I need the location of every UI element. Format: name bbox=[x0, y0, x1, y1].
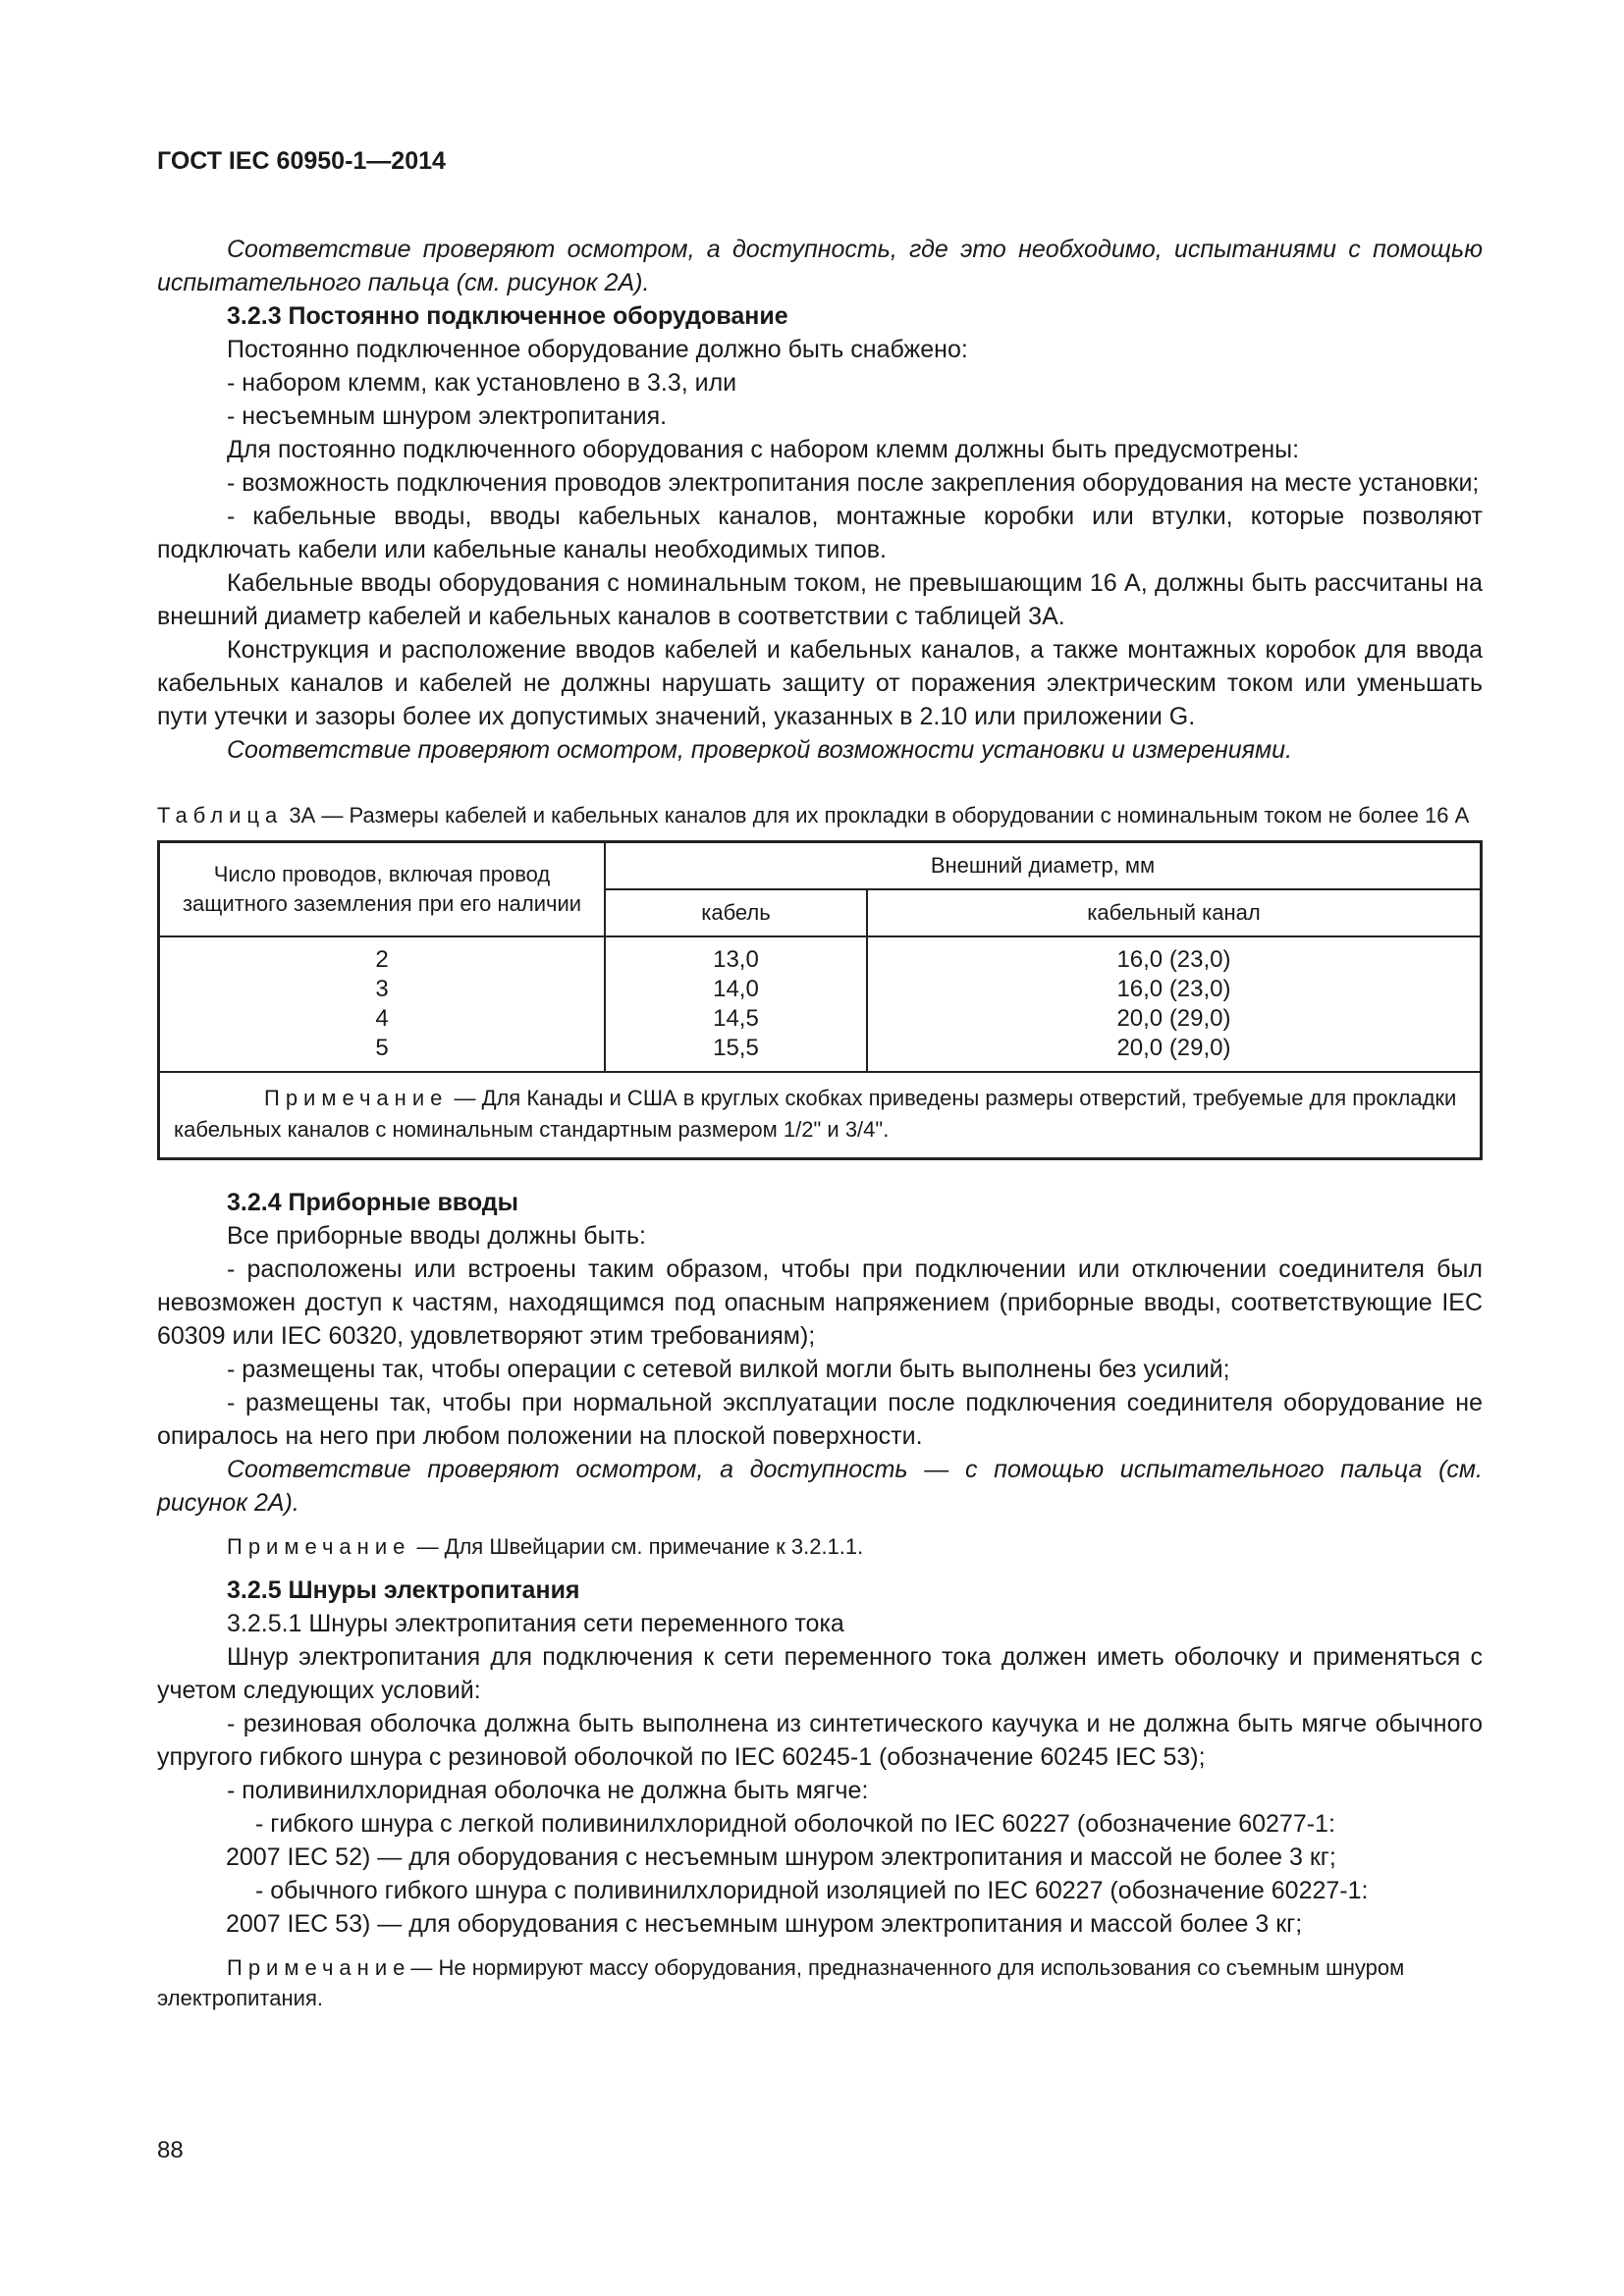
note-label: Примечание bbox=[227, 1955, 411, 1980]
table-header-cable: кабель bbox=[605, 889, 867, 936]
cell-value: 14,5 bbox=[713, 1005, 759, 1032]
cell-value: 20,0 (29,0) bbox=[1116, 1035, 1231, 1061]
compliance-paragraph: Соответствие проверяют осмотром, а доступность, где это необходимо, испытаниями с помощью испытательного пальца (см. рисунок 2А). bbox=[157, 236, 1483, 296]
list-item: - несъемным шнуром электропитания. bbox=[227, 402, 668, 430]
list-item: - расположены или встроены таким образом, чтобы при подключении или отключении соединителя был невозможен доступ к частям, находящимся под опасным напряжением (приборные вводы, соответствующие IEC 60309 или IEC 60320, удовлетворяют этим требованиям); bbox=[157, 1255, 1483, 1350]
paragraph: Шнур электропитания для подключения к сети переменного тока должен иметь оболочку и применяться с учетом следующих условий: bbox=[157, 1643, 1483, 1704]
table-cell-wires bbox=[159, 936, 606, 1072]
compliance-paragraph: Соответствие проверяют осмотром, а доступность — с помощью испытательного пальца (см. рисунок 2А). bbox=[157, 1456, 1483, 1517]
sub-list-item-cont: 2007 IEC 52) — для оборудования с несъемным шнуром электропитания и массой не более 3 кг; bbox=[226, 1843, 1336, 1871]
table-3a bbox=[157, 840, 1483, 1160]
paragraph: Постоянно подключенное оборудование должно быть снабжено: bbox=[227, 336, 968, 363]
document-header: ГОСТ IEC 60950-1—2014 bbox=[157, 147, 446, 175]
table-cell-conduit bbox=[867, 936, 1482, 1072]
paragraph: Конструкция и расположение вводов кабелей и кабельных каналов, а также монтажных коробок для ввода кабельных каналов и кабелей не должны нарушать защиту от поражения электрическим током или уменьшать пути утечки и зазоры более их допустимых значений, указанных в 2.10 или приложении G. bbox=[157, 636, 1483, 730]
list-item: - размещены так, чтобы операции с сетевой вилкой могли быть выполнены без усилий; bbox=[227, 1356, 1230, 1383]
table-row bbox=[159, 936, 1482, 1072]
table-cell-cable bbox=[605, 936, 867, 1072]
paragraph: Для постоянно подключенного оборудования с набором клемм должны быть предусмотрены: bbox=[227, 436, 1300, 463]
list-item: - размещены так, чтобы при нормальной эксплуатации после подключения соединителя оборудование не опиралось на него при любом положении на плоской поверхности. bbox=[157, 1389, 1483, 1450]
cell-value: 15,5 bbox=[713, 1035, 759, 1061]
table-header-conduit: кабельный канал bbox=[867, 889, 1482, 936]
paragraph: Кабельные вводы оборудования с номинальным током, не превышающим 16 А, должны быть рассчитаны на внешний диаметр кабелей и кабельных каналов в соответствии с таблицей 3А. bbox=[157, 569, 1483, 630]
page-number: 88 bbox=[157, 2137, 184, 2163]
table-header-wires: Число проводов, включая провод защитного заземления при его наличии bbox=[159, 842, 606, 937]
list-item: - резиновая оболочка должна быть выполнена из синтетического каучука и не должна быть мягче обычного упругого гибкого шнура с резиновой оболочкой по IEC 60245-1 (обозначение 60245 IEC 53); bbox=[157, 1710, 1483, 1771]
sub-list-item-cont: 2007 IEC 53) — для оборудования с несъемным шнуром электропитания и массой более 3 кг; bbox=[226, 1910, 1303, 1938]
subsection-heading: 3.2.5.1 Шнуры электропитания сети переменного тока bbox=[227, 1610, 844, 1637]
note-label: Примечание bbox=[227, 1534, 411, 1559]
section-heading-3-2-5: 3.2.5 Шнуры электропитания bbox=[227, 1576, 580, 1604]
table-caption bbox=[157, 800, 1483, 830]
compliance-paragraph: Соответствие проверяют осмотром, проверкой возможности установки и измерениями. bbox=[227, 736, 1293, 764]
sub-list-item: - гибкого шнура с легкой поливинилхлоридной оболочкой по IEC 60227 (обозначение 60277-1: bbox=[255, 1810, 1335, 1838]
table-header-group: Внешний диаметр, мм bbox=[605, 842, 1482, 890]
cell-value: 2 bbox=[375, 946, 389, 973]
sub-list-item: - обычного гибкого шнура с поливинилхлоридной изоляцией по IEC 60227 (обозначение 60227-1: bbox=[255, 1877, 1369, 1904]
note bbox=[157, 1531, 1483, 1562]
list-item: - поливинилхлоридная оболочка не должна быть мягче: bbox=[227, 1777, 869, 1804]
note-text: — Не нормируют массу оборудования, предназначенного для использования со съемным шнуром электропитания. bbox=[157, 1955, 1405, 2010]
note bbox=[157, 1952, 1483, 2013]
table-note bbox=[159, 1072, 1482, 1159]
note-text: — Для Швейцарии см. примечание к 3.2.1.1. bbox=[410, 1534, 864, 1559]
cell-value: 13,0 bbox=[713, 946, 759, 973]
cell-value: 16,0 (23,0) bbox=[1116, 946, 1231, 973]
list-item: - возможность подключения проводов электропитания после закрепления оборудования на месте установки; bbox=[227, 469, 1480, 497]
table-caption-label: Таблица bbox=[157, 803, 284, 828]
section-heading-3-2-4: 3.2.4 Приборные вводы bbox=[227, 1189, 519, 1216]
cell-value: 20,0 (29,0) bbox=[1116, 1005, 1231, 1032]
cell-value: 14,0 bbox=[713, 976, 759, 1002]
table-note-label: Примечание bbox=[264, 1086, 449, 1110]
paragraph: Все приборные вводы должны быть: bbox=[227, 1222, 647, 1250]
cell-value: 3 bbox=[375, 976, 389, 1002]
list-item: - набором клемм, как установлено в 3.3, или bbox=[227, 369, 737, 397]
cell-value: 5 bbox=[375, 1035, 389, 1061]
cell-value: 4 bbox=[375, 1005, 389, 1032]
document-page bbox=[157, 147, 1483, 2013]
list-item: - кабельные вводы, вводы кабельных каналов, монтажные коробки или втулки, которые позволяют подключать кабели или кабельные каналы необходимых типов. bbox=[157, 503, 1483, 563]
section-heading-3-2-3: 3.2.3 Постоянно подключенное оборудование bbox=[227, 302, 788, 330]
cell-value: 16,0 (23,0) bbox=[1116, 976, 1231, 1002]
table-caption-text: 3А — Размеры кабелей и кабельных каналов для их прокладки в оборудовании с номинальным током не более 16 А bbox=[289, 803, 1470, 828]
table-note-text: — Для Канады и США в круглых скобках приведены размеры отверстий, требуемые для прокладки кабельных каналов с номинальным стандартным размером 1/2" и 3/4". bbox=[174, 1086, 1457, 1142]
